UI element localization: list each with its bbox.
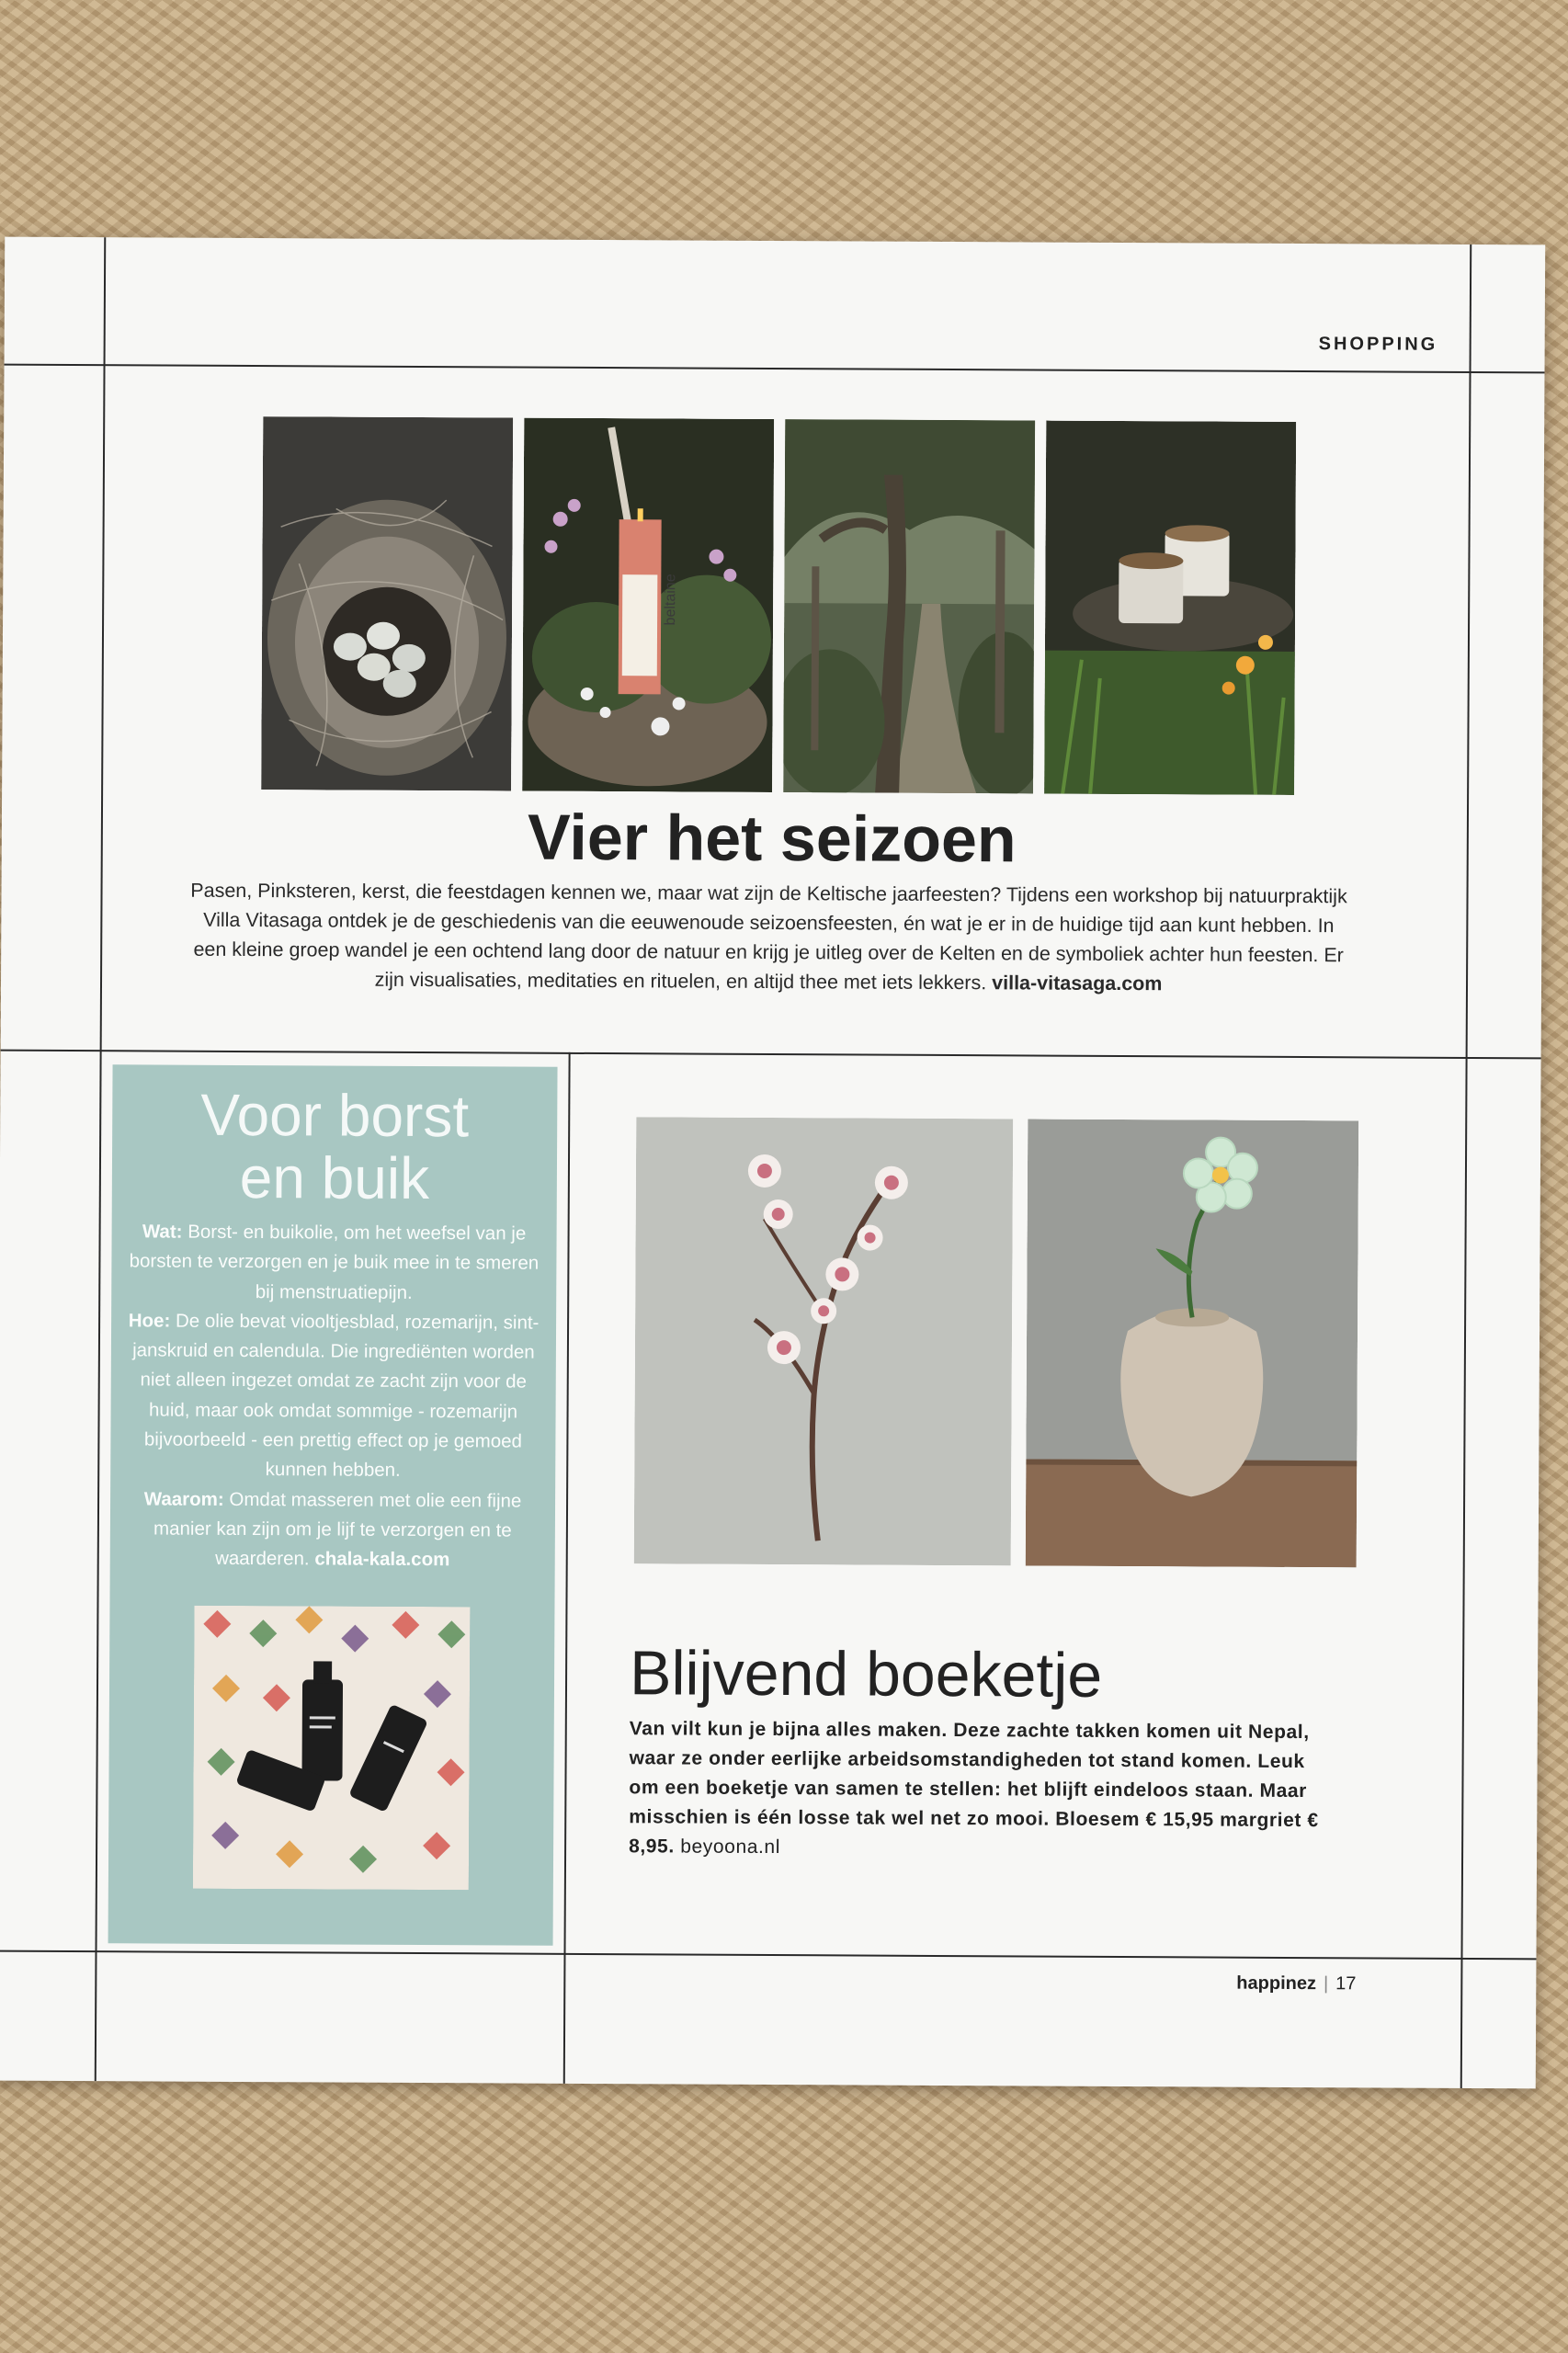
page-number: 17 — [1335, 1973, 1357, 1995]
hoe-text: De olie bevat viooltjesblad, rozemarijn, sint-janskruid en calendula. Die ingrediënten worden niet alleen ingezet omdat ze zacht zijn voor de huid, maar ook omdat sommige - rozemarijn bijvoorbeeld - een prettig effect op je gemoed kunnen hebben. — [132, 1310, 540, 1482]
magazine-name: happinez — [1236, 1972, 1317, 1995]
sidebar-text — [127, 1217, 540, 1575]
rule-middle — [1, 1050, 1541, 1060]
rule-top — [5, 364, 1545, 374]
photo-forest — [783, 419, 1035, 793]
photo-blossom-branch — [634, 1117, 1014, 1565]
article3-title: Blijvend boeketje — [629, 1638, 1103, 1711]
sidebar-link[interactable]: chala-kala.com — [314, 1548, 450, 1571]
rule-left — [95, 237, 107, 2081]
photo-mugs — [1044, 421, 1296, 795]
article3-body — [629, 1714, 1328, 1865]
sidebar-title — [112, 1083, 558, 1211]
article1-link[interactable]: villa-vitasaga.com — [992, 972, 1163, 995]
photo-oil-bottles — [193, 1606, 471, 1891]
sidebar-box — [108, 1064, 558, 1946]
rule-column — [563, 1052, 571, 2084]
wat-text: Borst- en buikolie, om het weefsel van je borsten te verzorgen en je buik mee in te smeren bij menstruatiepijn. — [129, 1221, 540, 1303]
photo-nest — [261, 416, 513, 790]
footer-separator: | — [1323, 1973, 1329, 1995]
article1-title: Vier het seizoen — [527, 801, 1017, 876]
candle-label: beltaine — [663, 574, 679, 626]
article1-body-text: Pasen, Pinksteren, kerst, die feestdagen kennen we, maar wat zijn de Keltische jaarfeesten? Tijdens een workshop bij natuurpraktijk Villa Vitasaga ontdek je de geschiedenis van die eeuwenoude seizoensfeesten, én wat je er in de huidige tijd aan kunt hebben. In een kleine groep wandel je een ochtend lang door de natuur en krijg je uitleg over de Kelten en de symboliek achter hun feesten. Er zijn visualisaties, meditaties en rituelen, en altijd thee met iets lekkers. — [190, 879, 1347, 995]
hoe-label: Hoe: — [128, 1310, 171, 1332]
sidebar-title-line1: Voor borst — [200, 1081, 470, 1150]
sidebar-title-line2: en buik — [239, 1143, 430, 1212]
photo-candle — [522, 418, 774, 792]
article3-link[interactable]: beyoona.nl — [680, 1836, 781, 1859]
page-footer — [1236, 1973, 1356, 1995]
rule-bottom — [0, 1950, 1536, 1961]
rule-right — [1460, 244, 1472, 2088]
article3-body-text: Van vilt kun je bijna alles maken. Deze zachte takken komen uit Nepal, waar ze onder eerlijke arbeidsomstandigheden tot stand komen. Leuk om een boeketje van samen te stellen: het blijft eindeloos staan. Maar misschien is één losse tak wel net zo mooi. Bloesem € 15,95 margriet € 8,95. — [629, 1718, 1319, 1858]
photo-daisy-vase — [1026, 1119, 1359, 1567]
section-label: SHOPPING — [1318, 334, 1438, 355]
wat-label: Wat: — [142, 1221, 183, 1243]
article1-body — [189, 876, 1348, 1000]
waarom-label: Waarom: — [143, 1488, 224, 1510]
waarom-text: Omdat masseren met olie een fijne manier kan zijn om je lijf te verzorgen en te waarderen. — [153, 1488, 522, 1570]
magazine-page — [0, 237, 1545, 2089]
